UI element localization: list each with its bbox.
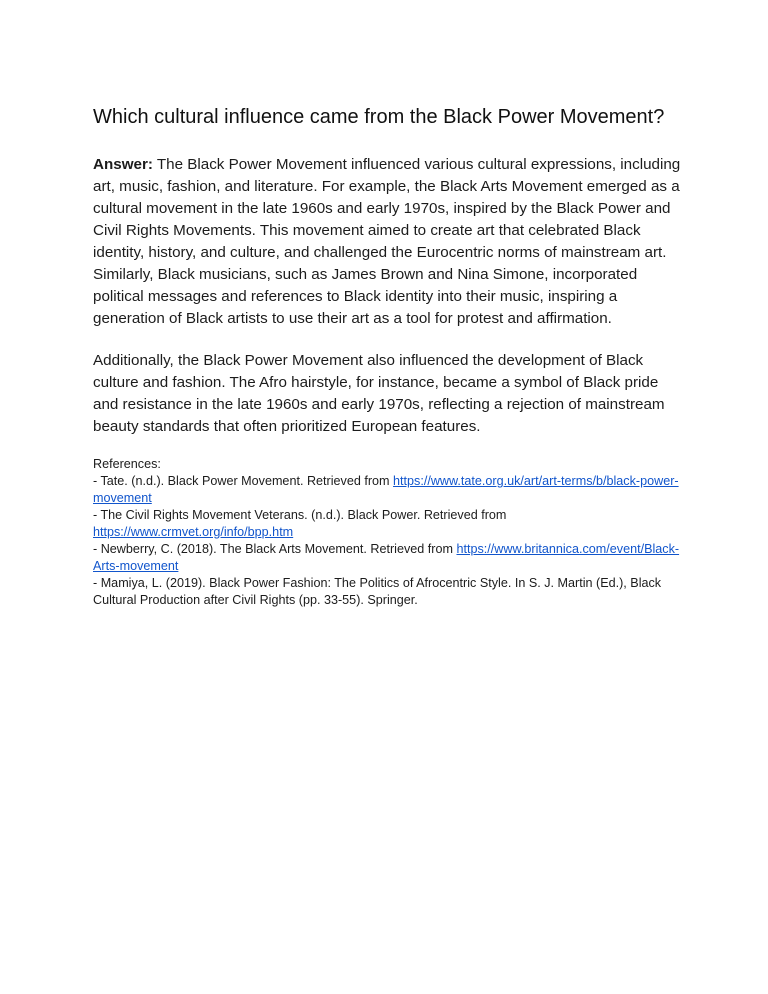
references-section: [93, 456, 683, 609]
reference-item: [93, 575, 683, 609]
answer-label: Answer:: [93, 156, 153, 173]
reference-link[interactable]: https://www.crmvet.org/info/bpp.htm: [93, 525, 294, 539]
answer-paragraph-1: [93, 154, 683, 330]
answer-paragraph-1-text: The Black Power Movement influenced various cultural expressions, including art, music, fashion, and literature. For example, the Black Arts Movement emerged as a cultural movement in the late 1960s and early 1970s, inspired by the Black Power and Civil Rights Movements. This movement aimed to create art that celebrated Black identity, history, and culture, and challenged the Eurocentric norms of mainstream art. Similarly, Black musicians, such as James Brown and Nina Simone, incorporated political messages and references to Black identity into their music, inspiring a generation of Black artists to use their art as a tool for protest and affirmation.: [93, 156, 681, 327]
reference-link[interactable]: https://www.tate.org.uk/art/art-terms/b/black-power-movement: [93, 474, 679, 505]
reference-text: - The Civil Rights Movement Veterans. (n.d.). Black Power. Retrieved from: [93, 508, 507, 522]
reference-link[interactable]: https://www.britannica.com/event/Black-Arts-movement: [93, 542, 680, 573]
reference-text: - Newberry, C. (2018). The Black Arts Movement. Retrieved from: [93, 542, 457, 556]
reference-text: - Mamiya, L. (2019). Black Power Fashion: The Politics of Afrocentric Style. In S. J. Martin (Ed.), Black Cultural Production after Civil Rights (pp. 33-55). Springer.: [93, 576, 662, 607]
reference-item: [93, 541, 683, 575]
references-heading: References:: [93, 457, 161, 471]
reference-text: - Tate. (n.d.). Black Power Movement. Retrieved from: [93, 474, 394, 488]
reference-item: [93, 473, 683, 507]
question-title: Which cultural influence came from the Black Power Movement?: [93, 106, 665, 128]
reference-item: [93, 507, 683, 541]
document-page: [93, 104, 683, 609]
answer-paragraph-2: Additionally, the Black Power Movement also influenced the development of Black culture and fashion. The Afro hairstyle, for instance, became a symbol of Black pride and resistance in the late 1960s and early 1970s, reflecting a rejection of mainstream beauty standards that often prioritized European features.: [93, 352, 665, 435]
